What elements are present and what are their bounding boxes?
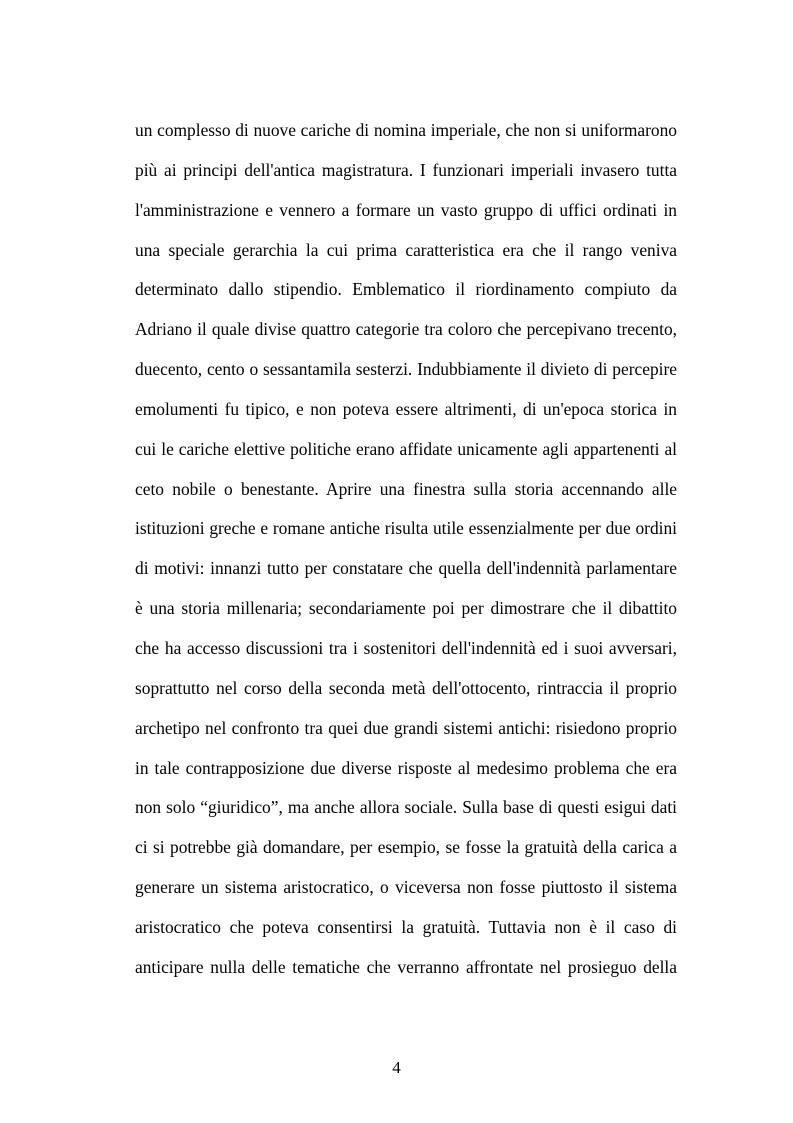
text-line: anticipare nulla delle tematiche che verranno affrontate nel prosieguo della [135,956,677,977]
text-line: ci si potrebbe già domandare, per esempio, se fosse la gratuità della carica a [135,837,677,858]
text-line: determinato dallo stipendio. Emblematico il riordinamento compiuto da [135,279,677,300]
text-line: è una storia millenaria; secondariamente poi per dimostrare che il dibattito [135,598,677,619]
page-number: 4 [392,1058,401,1077]
text-line: in tale contrapposizione due diverse risposte al medesimo problema che era [135,757,677,778]
text-line: più ai principi dell'antica magistratura. I funzionari imperiali invasero tutta [135,159,677,180]
text-line: un complesso di nuove cariche di nomina imperiale, che non si uniformarono [135,120,677,140]
text-line: l'amministrazione e vennero a formare un vasto gruppo di uffici ordinati in [135,199,677,220]
text-line: duecento, cento o sessantamila sesterzi. Indubbiamente il divieto di percepire [135,359,677,380]
text-line: archetipo nel confronto tra quei due grandi sistemi antichi: risiedono proprio [135,717,677,738]
text-line: Adriano il quale divise quattro categorie tra coloro che percepivano trecento, [135,319,677,340]
text-line: soprattutto nel corso della seconda metà dell'ottocento, rintraccia il proprio [135,677,677,698]
text-line: generare un sistema aristocratico, o viceversa non fosse piuttosto il sistema [135,877,677,898]
text-line: una speciale gerarchia la cui prima caratteristica era che il rango veniva [135,239,677,260]
text-line: che ha accesso discussioni tra i sostenitori dell'indennità ed i suoi avversari, [135,637,677,658]
text-line: emolumenti fu tipico, e non poteva essere altrimenti, di un'epoca storica in [135,398,677,419]
text-line: ceto nobile o benestante. Aprire una finestra sulla storia accennando alle [135,478,677,499]
text-line: di motivi: innanzi tutto per constatare che quella dell'indennità parlamentare [135,558,677,579]
text-line: istituzioni greche e romane antiche risulta utile essenzialmente per due ordini [135,518,677,539]
text-line: cui le cariche elettive politiche erano affidate unicamente agli appartenenti al [135,438,677,459]
body-text [135,118,677,995]
text-line: non solo “giuridico”, ma anche allora sociale. Sulla base di questi esigui dati [135,797,677,818]
text-line: aristocratico che poteva consentirsi la gratuità. Tuttavia non è il caso di [135,916,677,937]
